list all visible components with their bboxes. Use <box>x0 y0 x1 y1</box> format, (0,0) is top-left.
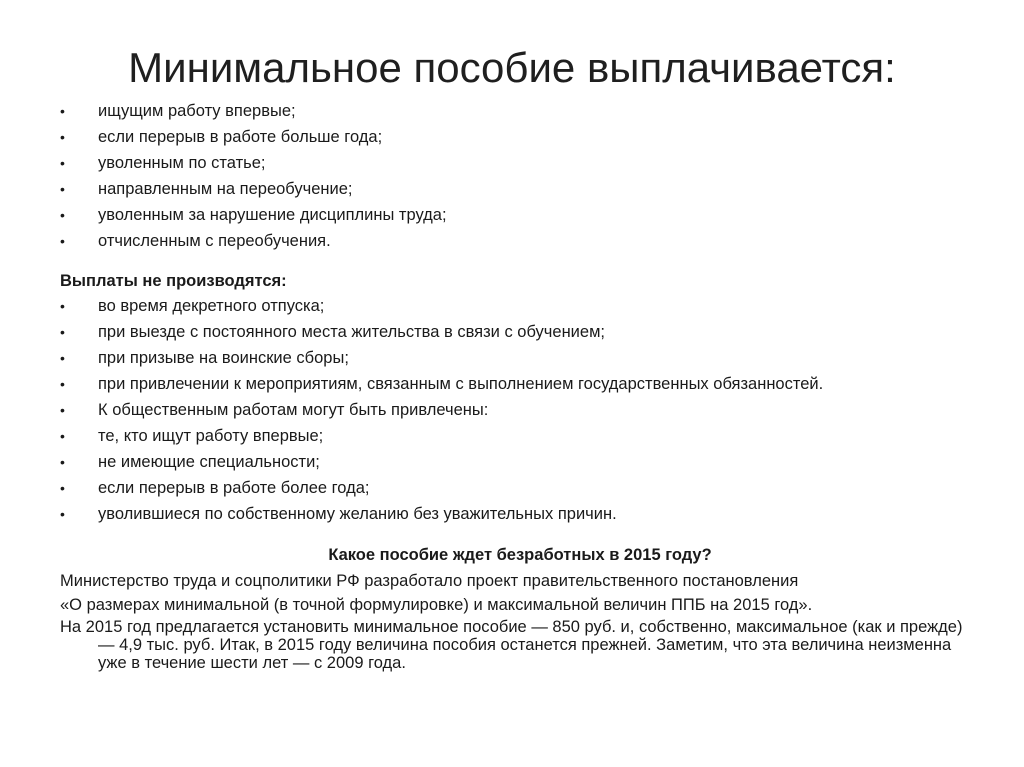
paragraph-3: На 2015 год предлагается установить минимальное пособие — 850 руб. и, собственно, максимальное (как и прежде) — 4,9 тыс. руб. Итак, в 2015 году величина пособия останется прежней. Заметим, что эта величина неизменна уже в течение шести лет — с 2009 года. <box>60 618 963 672</box>
list-item-text: уволенным за нарушение дисциплины труда; <box>98 206 447 224</box>
list-item-text: уволившиеся по собственному желанию без уважительных причин. <box>98 505 617 523</box>
list-item <box>60 232 980 251</box>
list-item <box>60 206 980 225</box>
not-paid-heading: Выплаты не производятся: <box>60 272 287 290</box>
bullet-icon: • <box>60 207 65 223</box>
paragraph-2: «О размерах минимальной (в точной формулировке) и максимальной величин ППБ на 2015 год». <box>60 596 813 614</box>
question-heading: Какое пособие ждет безработных в 2015 году? <box>328 546 712 564</box>
list-item <box>60 180 980 199</box>
bullet-icon: • <box>60 129 65 145</box>
list-item-text: при привлечении к мероприятиям, связанным с выполнением государственных обязанностей. <box>98 375 824 393</box>
slide-content <box>60 102 980 672</box>
list-item-text: не имеющие специальности; <box>98 453 320 471</box>
list-item <box>60 323 980 342</box>
list-item <box>60 128 980 147</box>
list-item-text: те, кто ищут работу впервые; <box>98 427 324 445</box>
list-item-text: К общественным работам могут быть привлечены: <box>98 401 489 419</box>
bullet-icon: • <box>60 155 65 171</box>
bullet-icon: • <box>60 298 65 314</box>
list-item <box>60 453 980 472</box>
bullet-icon: • <box>60 480 65 496</box>
list-item <box>60 297 980 316</box>
bullet-icon: • <box>60 350 65 366</box>
list-item <box>60 102 980 121</box>
paragraph-1: Министерство труда и соцполитики РФ разработало проект правительственного постановления <box>60 572 799 590</box>
bullet-icon: • <box>60 506 65 522</box>
bullet-icon: • <box>60 233 65 249</box>
bullet-icon: • <box>60 324 65 340</box>
list-item <box>60 154 980 173</box>
list-item-text: если перерыв в работе больше года; <box>98 128 383 146</box>
list-item-text: направленным на переобучение; <box>98 180 353 198</box>
bullet-icon: • <box>60 376 65 392</box>
list-item <box>60 479 980 498</box>
list-item <box>60 505 980 524</box>
list-item-text: при выезде с постоянного места жительства в связи с обучением; <box>98 323 606 341</box>
list-item-text: при призыве на воинские сборы; <box>98 349 349 367</box>
slide-title: Минимальное пособие выплачивается: <box>128 44 896 91</box>
list-item <box>60 401 980 420</box>
list-item-text: во время декретного отпуска; <box>98 297 325 315</box>
list-item <box>60 375 980 394</box>
list-item <box>60 349 980 368</box>
bullet-icon: • <box>60 103 65 119</box>
bullet-icon: • <box>60 454 65 470</box>
list-item-text: ищущим работу впервые; <box>98 102 296 120</box>
paid-list <box>60 102 980 251</box>
list-item-text: если перерыв в работе более года; <box>98 479 370 497</box>
list-item-text: уволенным по статье; <box>98 154 266 172</box>
list-item-text: отчисленным с переобучения. <box>98 232 331 250</box>
bullet-icon: • <box>60 402 65 418</box>
list-item <box>60 427 980 446</box>
not-paid-list <box>60 297 980 524</box>
bullet-icon: • <box>60 428 65 444</box>
bullet-icon: • <box>60 181 65 197</box>
